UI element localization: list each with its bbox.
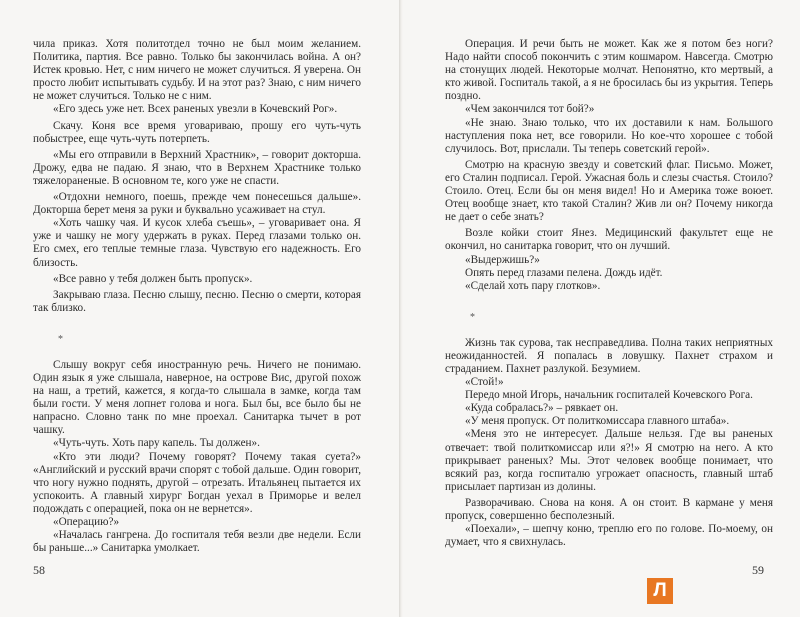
- paragraph: «У меня пропуск. От политкомиссара главного штаба».: [465, 415, 730, 428]
- paragraph: «Не знаю. Знаю только, что их доставили к нам. Большого наступления пока нет, все говорили. Но кое-что хорошее с тобой случилось. Вот, прислали. Ты теперь советский герой».: [445, 116, 773, 155]
- paragraph: «Все равно у тебя должен быть пропуск».: [53, 272, 253, 285]
- paragraph: чила приказ. Хотя политотдел точно не был моим желанием. Политика, партия. Все равно. Только бы закончилась война. А он? Истек кровью. Нет, с ним ничего не может случиться. Я уверена. Он просто любит испытывать судьбу. И на этот раз? Знаю, с ним ничего не может случиться. Только не с ним.: [33, 38, 361, 103]
- right-page: [445, 38, 773, 549]
- section-separator: *: [470, 311, 475, 323]
- paragraph: «Хоть чашку чая. И кусок хлеба съешь», – уговаривает она. Я уже и чашку не могу удержать в руках. Перед глазами только он. Его смех, его теплые темные глаза. Чувствую его надежность. Его близость.: [33, 217, 361, 269]
- paragraph: Возле койки стоит Янез. Медицинский факультет еще не окончил, но санитарка говорит, что он лучший.: [445, 227, 773, 253]
- paragraph: «Куда собралась?» – рявкает он.: [465, 402, 619, 415]
- paragraph: Опять перед глазами пелена. Дождь идёт.: [465, 266, 663, 279]
- paragraph: «Кто эти люди? Почему говорят? Почему такая суета?» «Английский и русский врачи спорят с тобой дальше. Один говорит, что ногу нужно поднять, другой – отрезать. Итальянец пытается их успокоить. А главный хирург Богдан уехал в Приморье и велел подождать с операцией, пока он не вернется».: [33, 450, 361, 515]
- paragraph: Скачу. Коня все время уговариваю, прошу его чуть-чуть побыстрее, еще чуть-чуть потерпеть.: [33, 119, 361, 145]
- paragraph: «Началась гангрена. До госпиталя тебя везли две недели. Если бы раньше...» Санитарка умолкает.: [33, 529, 361, 555]
- paragraph: Жизнь так сурова, так несправедлива. Полна таких неприятных неожиданностей. Я попалась в ловушку. Пахнет страхом и страданием. Пахнет разлукой. Безумием.: [445, 336, 773, 375]
- paragraph: «Отдохни немного, поешь, прежде чем понесешься дальше». Докторша берет меня за руки и буквально усаживает на стул.: [33, 191, 361, 217]
- paragraph: Слышу вокруг себя иностранную речь. Ничего не понимаю. Один язык я уже слышала, наверное, на острове Вис, другой похож на наш, а третий, кажется, я когда-то слышала в замке, когда там были гости. У меня лопнет голова и нога. Был бы, все было бы не напрасно. Словно танк по мне проехал. Санитарка тычет в рот чашку.: [33, 358, 361, 437]
- paragraph: «Мы его отправили в Верхний Храстник», – говорит докторша. Дрожу, едва не падаю. Я знаю, что в Верхнем Храстнике только тяжелораненые. В основном те, кого уже не спасти.: [33, 148, 361, 187]
- paragraph: Операция. И речи быть не может. Как же я потом без ноги? Надо найти способ покончить с этим кошмаром. Навсегда. Смотрю на стонущих людей. Некоторые молчат. Непонятно, кто мертвый, а кто живой. Госпиталь такой, а я не бросилась бы из укрытия. Теперь поздно.: [445, 38, 773, 103]
- paragraph: «Стой!»: [465, 376, 504, 389]
- paragraph: Разворачиваю. Снова на коня. А он стоит. В кармане у меня пропуск, совершенно бесполезный.: [445, 496, 773, 522]
- book-gutter: [399, 0, 403, 617]
- paragraph: «Его здесь уже нет. Всех раненых увезли в Кочевский Рог».: [53, 103, 338, 116]
- paragraph: «Поехали», – шепчу коню, треплю его по голове. По-моему, он думает, что я свихнулась.: [445, 523, 773, 549]
- paragraph: «Чуть-чуть. Хоть пару капель. Ты должен».: [53, 437, 260, 450]
- publisher-logo-icon: Л: [647, 578, 673, 604]
- paragraph: «Выдержишь?»: [465, 253, 540, 266]
- left-page: [33, 38, 361, 555]
- paragraph: «Меня это не интересует. Дальше нельзя. Где вы раненых отвечает: твой политкомиссар или я?!» Я смотрю на него. А кто прикрывает раненых? Мы. Этот человек вообще понимает, что всякий раз, когда госпиталю угрожает опасность, главный штаб присылает партизан из долины.: [445, 428, 773, 493]
- paragraph: Закрываю глаза. Песню слышу, песню. Песню о смерти, которая так близко.: [33, 288, 361, 314]
- paragraph: «Операцию?»: [53, 516, 120, 528]
- section-separator: *: [58, 333, 63, 345]
- paragraph: «Сделай хоть пару глотков».: [465, 279, 601, 292]
- page-number-right: 59: [752, 563, 764, 577]
- page-number-left: 58: [33, 563, 45, 577]
- paragraph: Смотрю на красную звезду и советский флаг. Письмо. Может, его Сталин подписал. Герой. Ужасная боль и слезы счастья. Стоило? Стоило. Отец. Если бы он меня видел! Но и Америка тоже воюет. Отец вообще знает, кто такой Сталин? Жив ли он? Почему никогда не дает о себе знать?: [445, 158, 773, 224]
- paragraph: «Чем закончился тот бой?»: [465, 103, 595, 116]
- paragraph: Передо мной Игорь, начальник госпиталей Кочевского Рога.: [465, 389, 753, 402]
